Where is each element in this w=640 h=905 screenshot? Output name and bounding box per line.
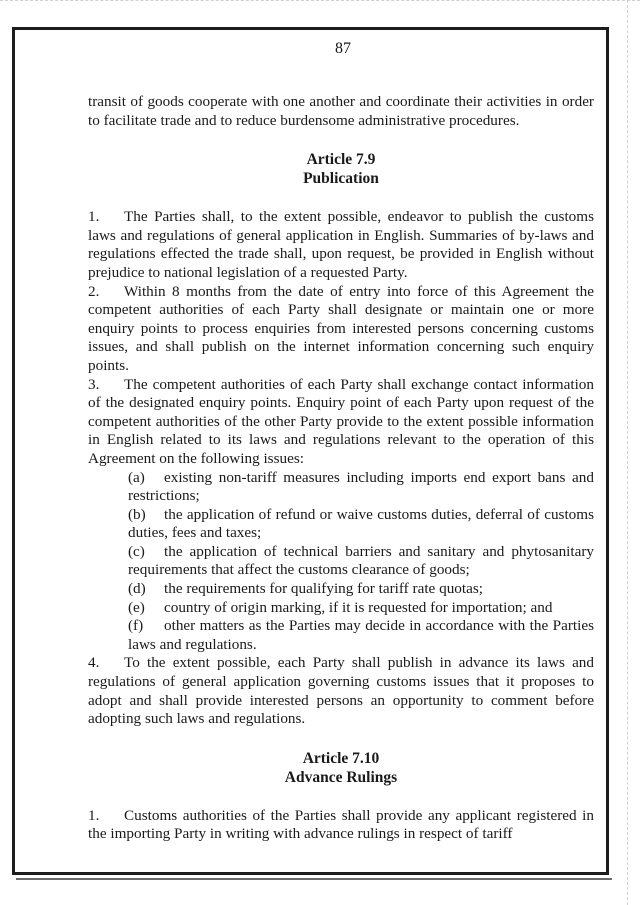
article-7-10-subtitle: Advance Rulings: [284, 768, 398, 786]
sub-item-label: (a): [128, 468, 145, 486]
paragraph-text: Within 8 months from the date of entry into force of this Agreement the competent authorities of each Party shall designate or maintain one or more enquiry points to process enquiries from interested persons concerning customs issues, and shall publish on the internet information concerning such enquiry points.: [88, 282, 594, 374]
sub-item-c: [128, 543, 594, 580]
article-7-9-paragraph-3: [88, 376, 594, 469]
paragraph-number: 4.: [88, 654, 100, 672]
sub-item-text: the application of technical barriers and sanitary and phytosanitary requirements that affect the customs clearance of goods;: [128, 542, 594, 579]
paragraph-number: 1.: [88, 208, 100, 226]
sub-item-label: (e): [128, 598, 145, 616]
article-7-10-paragraph-1: [88, 807, 594, 844]
paragraph-text: The Parties shall, to the extent possible, endeavor to publish the customs laws and regulations of general application in English. Summaries of by-laws and regulations effected the trade shall, upon request, be provided in English without prejudice to national legislation of a requested Party.: [88, 208, 594, 281]
sub-item-label: (f): [128, 617, 144, 635]
article-7-9-subtitle: Publication: [303, 170, 379, 188]
paragraph-number: 1.: [88, 806, 100, 824]
paragraph-text: To the extent possible, each Party shall publish in advance its laws and regulations of general application governing customs issues that it proposes to adopt and shall provide interested persons an opportunity to comment before adopting such laws and regulations.: [88, 654, 594, 728]
paragraph-number: 2.: [88, 282, 100, 300]
article-7-9-title: Article 7.9: [306, 151, 376, 169]
sub-item-text: existing non-tariff measures including imports end export bans and restrictions;: [128, 468, 594, 505]
sub-item-label: (d): [128, 580, 146, 598]
scan-edge-right: [627, 0, 630, 905]
article-7-9-paragraph-4: [88, 654, 594, 728]
sub-item-label: (c): [128, 542, 145, 560]
paragraph-number: 3.: [88, 375, 100, 393]
intro-paragraph: transit of goods cooperate with one another and coordinate their activities in order to facilitate trade and to reduce burdensome administrative procedures.: [88, 93, 594, 129]
article-7-9-paragraph-1: [88, 208, 594, 282]
scan-edge: [0, 0, 640, 4]
sub-item-text: the requirements for qualifying for tariff rate quotas;: [164, 580, 483, 598]
sub-item-b: [128, 506, 594, 543]
sub-item-d: [128, 580, 594, 599]
paragraph-text: The competent authorities of each Party shall exchange contact information of the designated enquiry points. Enquiry point of each Party upon request of the competent authorities of the other Party provide to the extent possible information in English related to its laws and regulations relevant to the operation of this Agreement on the following issues:: [88, 375, 594, 467]
page-number: 87: [335, 40, 351, 57]
sub-item-label: (b): [128, 505, 146, 523]
sub-item-e: [128, 599, 594, 618]
sub-item-a: [128, 469, 594, 506]
paragraph-text: Customs authorities of the Parties shall provide any applicant registered in the importing Party in writing with advance rulings in respect of tariff: [88, 806, 594, 843]
article-7-10-title: Article 7.10: [302, 749, 380, 767]
article-7-9-paragraph-2: [88, 283, 594, 376]
document-body: [88, 93, 594, 844]
page-frame-shadow: [16, 878, 612, 880]
sub-item-text: other matters as the Parties may decide in accordance with the Parties laws and regulations.: [128, 617, 594, 653]
sub-item-text: the application of refund or waive customs duties, deferral of customs duties, fees and taxes;: [128, 505, 594, 542]
sub-item-text: country of origin marking, if it is requested for importation; and: [164, 598, 553, 616]
sub-item-f: [128, 617, 594, 654]
